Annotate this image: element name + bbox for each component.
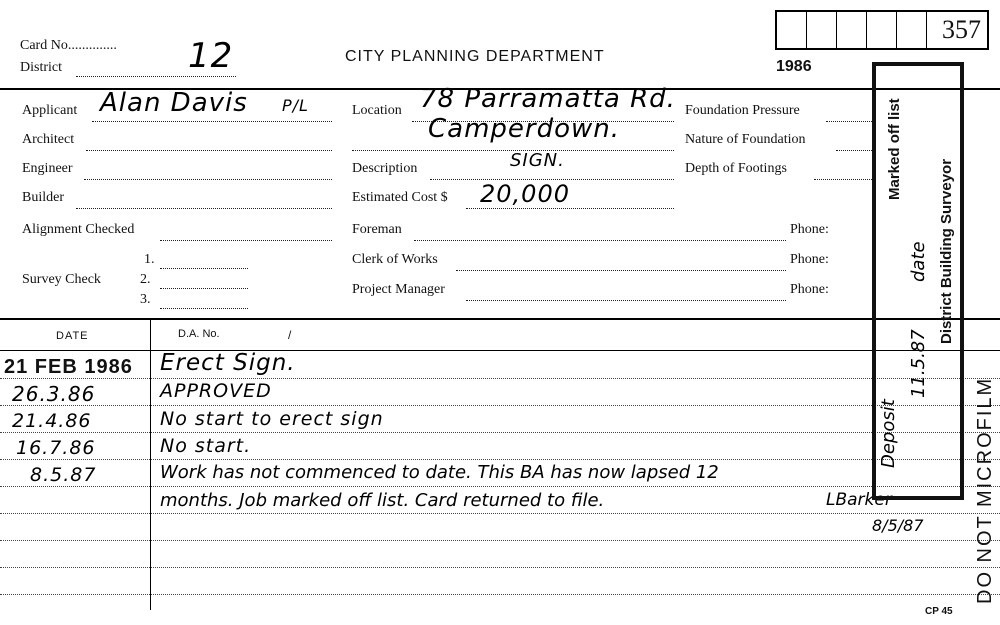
table-rule — [0, 486, 1000, 487]
survey-item-2: 2. — [140, 272, 151, 287]
survey-label: Survey Check — [22, 272, 101, 287]
table-rule — [0, 513, 1000, 514]
location-value-1: 78 Parramatta Rd. — [420, 84, 676, 114]
cost-value: 20,000 — [480, 180, 570, 208]
entry-text: APPROVED — [160, 380, 272, 402]
alignment-label: Alignment Checked — [22, 222, 135, 237]
builder-line — [76, 208, 332, 209]
card-number-boxes — [775, 10, 989, 50]
stamp-line-2: District Building Surveyor — [938, 158, 955, 344]
stamp-line-1: Marked off list — [886, 98, 903, 200]
architect-line — [86, 150, 332, 151]
engineer-line — [84, 179, 332, 180]
table-rule — [0, 594, 1000, 595]
survey-item-3: 3. — [140, 292, 151, 307]
builder-label: Builder — [22, 190, 64, 205]
foreman-line — [414, 240, 786, 241]
table-header-border — [0, 350, 1000, 351]
signature: LBarker — [826, 490, 892, 510]
number-box — [867, 12, 897, 48]
nature-label: Nature of Foundation — [685, 132, 806, 147]
da-slash: / — [288, 328, 292, 342]
district-dotted-line — [76, 76, 236, 77]
applicant-label: Applicant — [22, 103, 78, 118]
survey-line-2 — [160, 288, 248, 289]
table-rule — [0, 432, 1000, 433]
number-box — [837, 12, 867, 48]
applicant-line — [92, 121, 332, 122]
da-header: D.A. No. — [178, 328, 220, 340]
card-number: 357 — [942, 15, 981, 44]
description-label: Description — [352, 161, 418, 176]
table-rule — [0, 540, 1000, 541]
cost-label: Estimated Cost $ — [352, 190, 448, 205]
description-value: SIGN. — [510, 150, 565, 171]
nature-line — [836, 150, 872, 151]
card-no-label: Card No.............. — [20, 38, 117, 53]
do-not-microfilm-note: DO NOT MICROFILM — [974, 376, 996, 604]
location-value-2: Camperdown. — [428, 114, 621, 144]
stamp-initials: date — [908, 241, 929, 282]
deposit-note: Deposit — [878, 399, 899, 468]
alignment-line — [160, 240, 332, 241]
entry-text: No start to erect sign — [160, 408, 384, 430]
depth-label: Depth of Footings — [685, 161, 787, 176]
phone-label-3: Phone: — [790, 282, 829, 297]
district-label: District — [20, 60, 62, 75]
phone-label-1: Phone: — [790, 222, 829, 237]
depth-line — [814, 179, 872, 180]
table-rule — [0, 405, 1000, 406]
number-box — [807, 12, 837, 48]
entry-text: No start. — [160, 435, 252, 457]
entry-date: 26.3.86 — [12, 382, 96, 406]
signature-date: 8/5/87 — [872, 516, 924, 535]
engineer-label: Engineer — [22, 161, 73, 176]
entry-date: 21.4.86 — [12, 410, 92, 432]
entry-date: 8.5.87 — [30, 464, 97, 486]
applicant-suffix: P/L — [282, 96, 309, 115]
location-label: Location — [352, 103, 402, 118]
phone-label-2: Phone: — [790, 252, 829, 267]
number-box — [897, 12, 927, 48]
survey-line-1 — [160, 268, 248, 269]
table-rule — [0, 459, 1000, 460]
entry-text: months. Job marked off list. Card returned to file. — [160, 490, 605, 511]
entry-date: 16.7.86 — [16, 437, 96, 459]
foreman-label: Foreman — [352, 222, 402, 237]
clerk-label: Clerk of Works — [352, 252, 438, 267]
survey-item-1: 1. — [144, 252, 155, 267]
date-header: DATE — [56, 330, 89, 342]
date-stamp: 21 FEB 1986 — [4, 356, 133, 378]
department-title: CITY PLANNING DEPARTMENT — [345, 48, 605, 65]
foundation-pressure-line — [826, 121, 872, 122]
survey-line-3 — [160, 308, 248, 309]
applicant-value: Alan Davis — [100, 88, 248, 118]
number-box — [777, 12, 807, 48]
clerk-line — [456, 270, 786, 271]
table-rule — [0, 567, 1000, 568]
entry-text: Erect Sign. — [160, 350, 296, 376]
cost-line — [466, 208, 674, 209]
table-rule — [0, 378, 1000, 379]
foundation-pressure-label: Foundation Pressure — [685, 103, 800, 118]
architect-label: Architect — [22, 132, 75, 147]
footer-code: CP 45 — [925, 606, 953, 617]
year: 1986 — [776, 58, 812, 75]
pm-label: Project Manager — [352, 282, 445, 297]
card-no-value: 12 — [188, 36, 234, 76]
entry-text: Work has not commenced to date. This BA has now lapsed 12 — [160, 462, 719, 483]
pm-line — [466, 300, 786, 301]
stamp-date: 11.5.87 — [908, 329, 929, 398]
